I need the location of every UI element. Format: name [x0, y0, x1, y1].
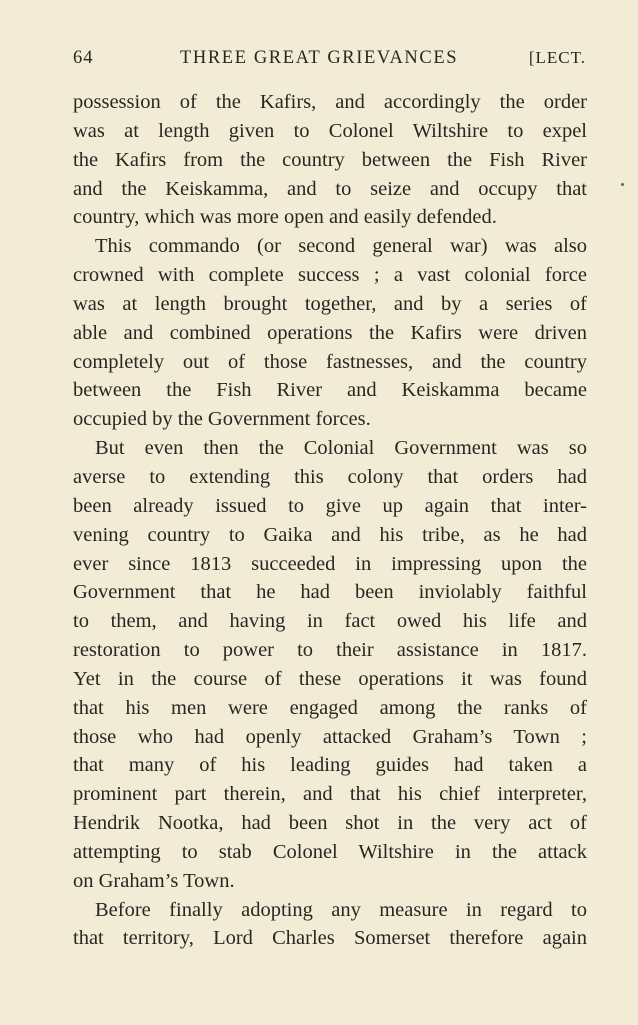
text-line: Before finally adopting any measure in regard to [95, 898, 587, 921]
text-line: possession of the Kafirs, and accordingly the order [73, 91, 587, 113]
text-line: ever since 1813 succeeded in impressing upon the [73, 552, 587, 575]
text-line: Government that he had been inviolably faithful [73, 581, 587, 604]
text-line: crowned with complete success ; a vast colonial force [73, 264, 587, 287]
page-number: 64 [73, 48, 94, 68]
body-text [73, 88, 587, 953]
running-title: THREE GREAT GRIEVANCES [180, 48, 459, 68]
text-line: occupied by the Government forces. [73, 408, 371, 431]
text-line: prominent part therein, and that his chief interpreter, [73, 783, 587, 806]
text-line: on Graham’s Town. [73, 869, 235, 892]
text-line: averse to extending this colony that orders had [73, 465, 587, 488]
text-line: country, which was more open and easily defended. [73, 206, 497, 229]
text-line: that his men were engaged among the ranks of [73, 696, 587, 719]
text-line: was at length given to Colonel Wiltshire to expel [73, 119, 587, 142]
text-line: vening country to Gaika and his tribe, as he had [73, 523, 587, 546]
text-line: that many of his leading guides had taken a [73, 754, 587, 777]
margin-speck [621, 183, 624, 186]
text-line: was at length brought together, and by a series of [73, 292, 587, 315]
text-line: between the Fish River and Keiskamma became [73, 379, 587, 402]
text-line: those who had openly attacked Graham’s Town ; [73, 725, 587, 748]
text-line: that territory, Lord Charles Somerset therefore again [73, 927, 587, 950]
text-line: Yet in the course of these operations it was found [73, 667, 587, 690]
text-line: to them, and having in fact owed his life and [73, 610, 587, 633]
text-line: This commando (or second general war) was also [95, 235, 587, 258]
text-line: able and combined operations the Kafirs were driven [73, 321, 587, 344]
running-head [73, 48, 586, 76]
text-line: restoration to power to their assistance in 1817. [73, 639, 587, 662]
text-line: Hendrik Nootka, had been shot in the very act of [73, 812, 587, 835]
section-marker: [LECT. [528, 48, 586, 67]
text-line: But even then the Colonial Government was so [95, 437, 587, 460]
text-line: the Kafirs from the country between the Fish River [73, 148, 587, 171]
text-line: completely out of those fastnesses, and the country [73, 350, 587, 373]
text-line: been already issued to give up again that inter- [73, 494, 587, 517]
text-line: and the Keiskamma, and to seize and occupy that [73, 177, 587, 200]
text-line: attempting to stab Colonel Wiltshire in the attack [73, 840, 587, 863]
